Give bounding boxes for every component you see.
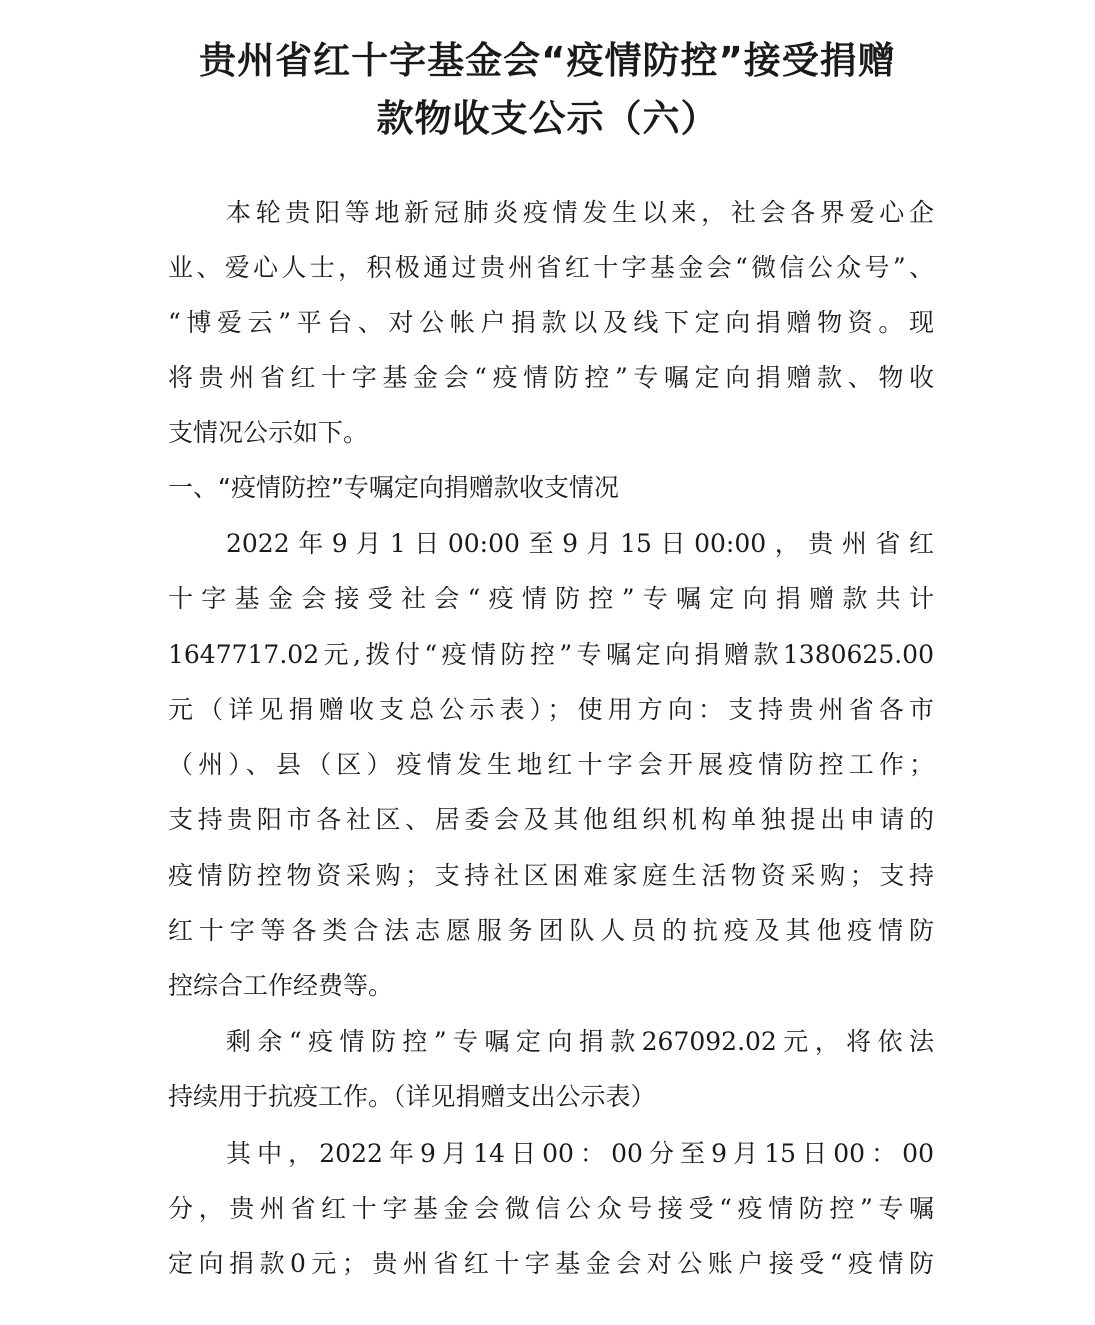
paragraph-line: 持续用于抗疫工作。（详见捐赠支出公示表） bbox=[168, 1082, 656, 1111]
paragraph-line: 支持贵阳市各社区、居委会及其他组织机构单独提出申请的 bbox=[168, 805, 934, 834]
paragraph-line: 分，贵州省红十字基金会微信公众号接受“疫情防控”专嘱 bbox=[168, 1194, 934, 1223]
paragraph-line: 2022年9月1日00:00至9月15日00:00，贵州省红 bbox=[226, 529, 934, 558]
paragraph-line: 元（详见捐赠收支总公示表）；使用方向：支持贵州省各市 bbox=[168, 695, 934, 724]
paragraph-line: 控综合工作经费等。 bbox=[168, 971, 394, 1000]
section-heading: 一、“疫情防控”专嘱定向捐赠款收支情况 bbox=[168, 473, 619, 502]
paragraph-line: 十字基金会接受社会“疫情防控”专嘱定向捐赠款共计 bbox=[168, 584, 934, 613]
paragraph-line: 红十字等各类合法志愿服务团队人员的抗疫及其他疫情防 bbox=[168, 916, 934, 945]
paragraph-line: 业、爱心人士，积极通过贵州省红十字基金会“微信公众号”、 bbox=[168, 253, 934, 282]
paragraph-line: 其中，2022年9月14日00：00分至9月15日00：00 bbox=[226, 1139, 934, 1168]
paragraph-line: “博爱云”平台、对公帐户捐款以及线下定向捐赠物资。现 bbox=[168, 308, 934, 337]
paragraph-line: 将贵州省红十字基金会“疫情防控”专嘱定向捐赠款、物收 bbox=[168, 363, 934, 392]
paragraph-line: 本轮贵阳等地新冠肺炎疫情发生以来，社会各界爱心企 bbox=[226, 198, 934, 227]
document-title-line-2: 款物收支公示（六） bbox=[376, 97, 719, 140]
paragraph-line: 剩余“疫情防控”专嘱定向捐款267092.02元，将依法 bbox=[226, 1027, 934, 1056]
paragraph-line: 定向捐款0元；贵州省红十字基金会对公账户接受“疫情防 bbox=[168, 1249, 934, 1278]
paragraph-line: 支情况公示如下。 bbox=[168, 418, 369, 447]
paragraph-line: （州）、县（区）疫情发生地红十字会开展疫情防控工作； bbox=[168, 750, 934, 779]
paragraph-line: 1647717.02元,拨付“疫情防控”专嘱定向捐赠款1380625.00 bbox=[168, 640, 934, 669]
document-title-line-1: 贵州省红十字基金会“疫情防控”接受捐赠 bbox=[199, 39, 896, 82]
paragraph-line: 疫情防控物资采购；支持社区困难家庭生活物资采购；支持 bbox=[168, 861, 934, 890]
